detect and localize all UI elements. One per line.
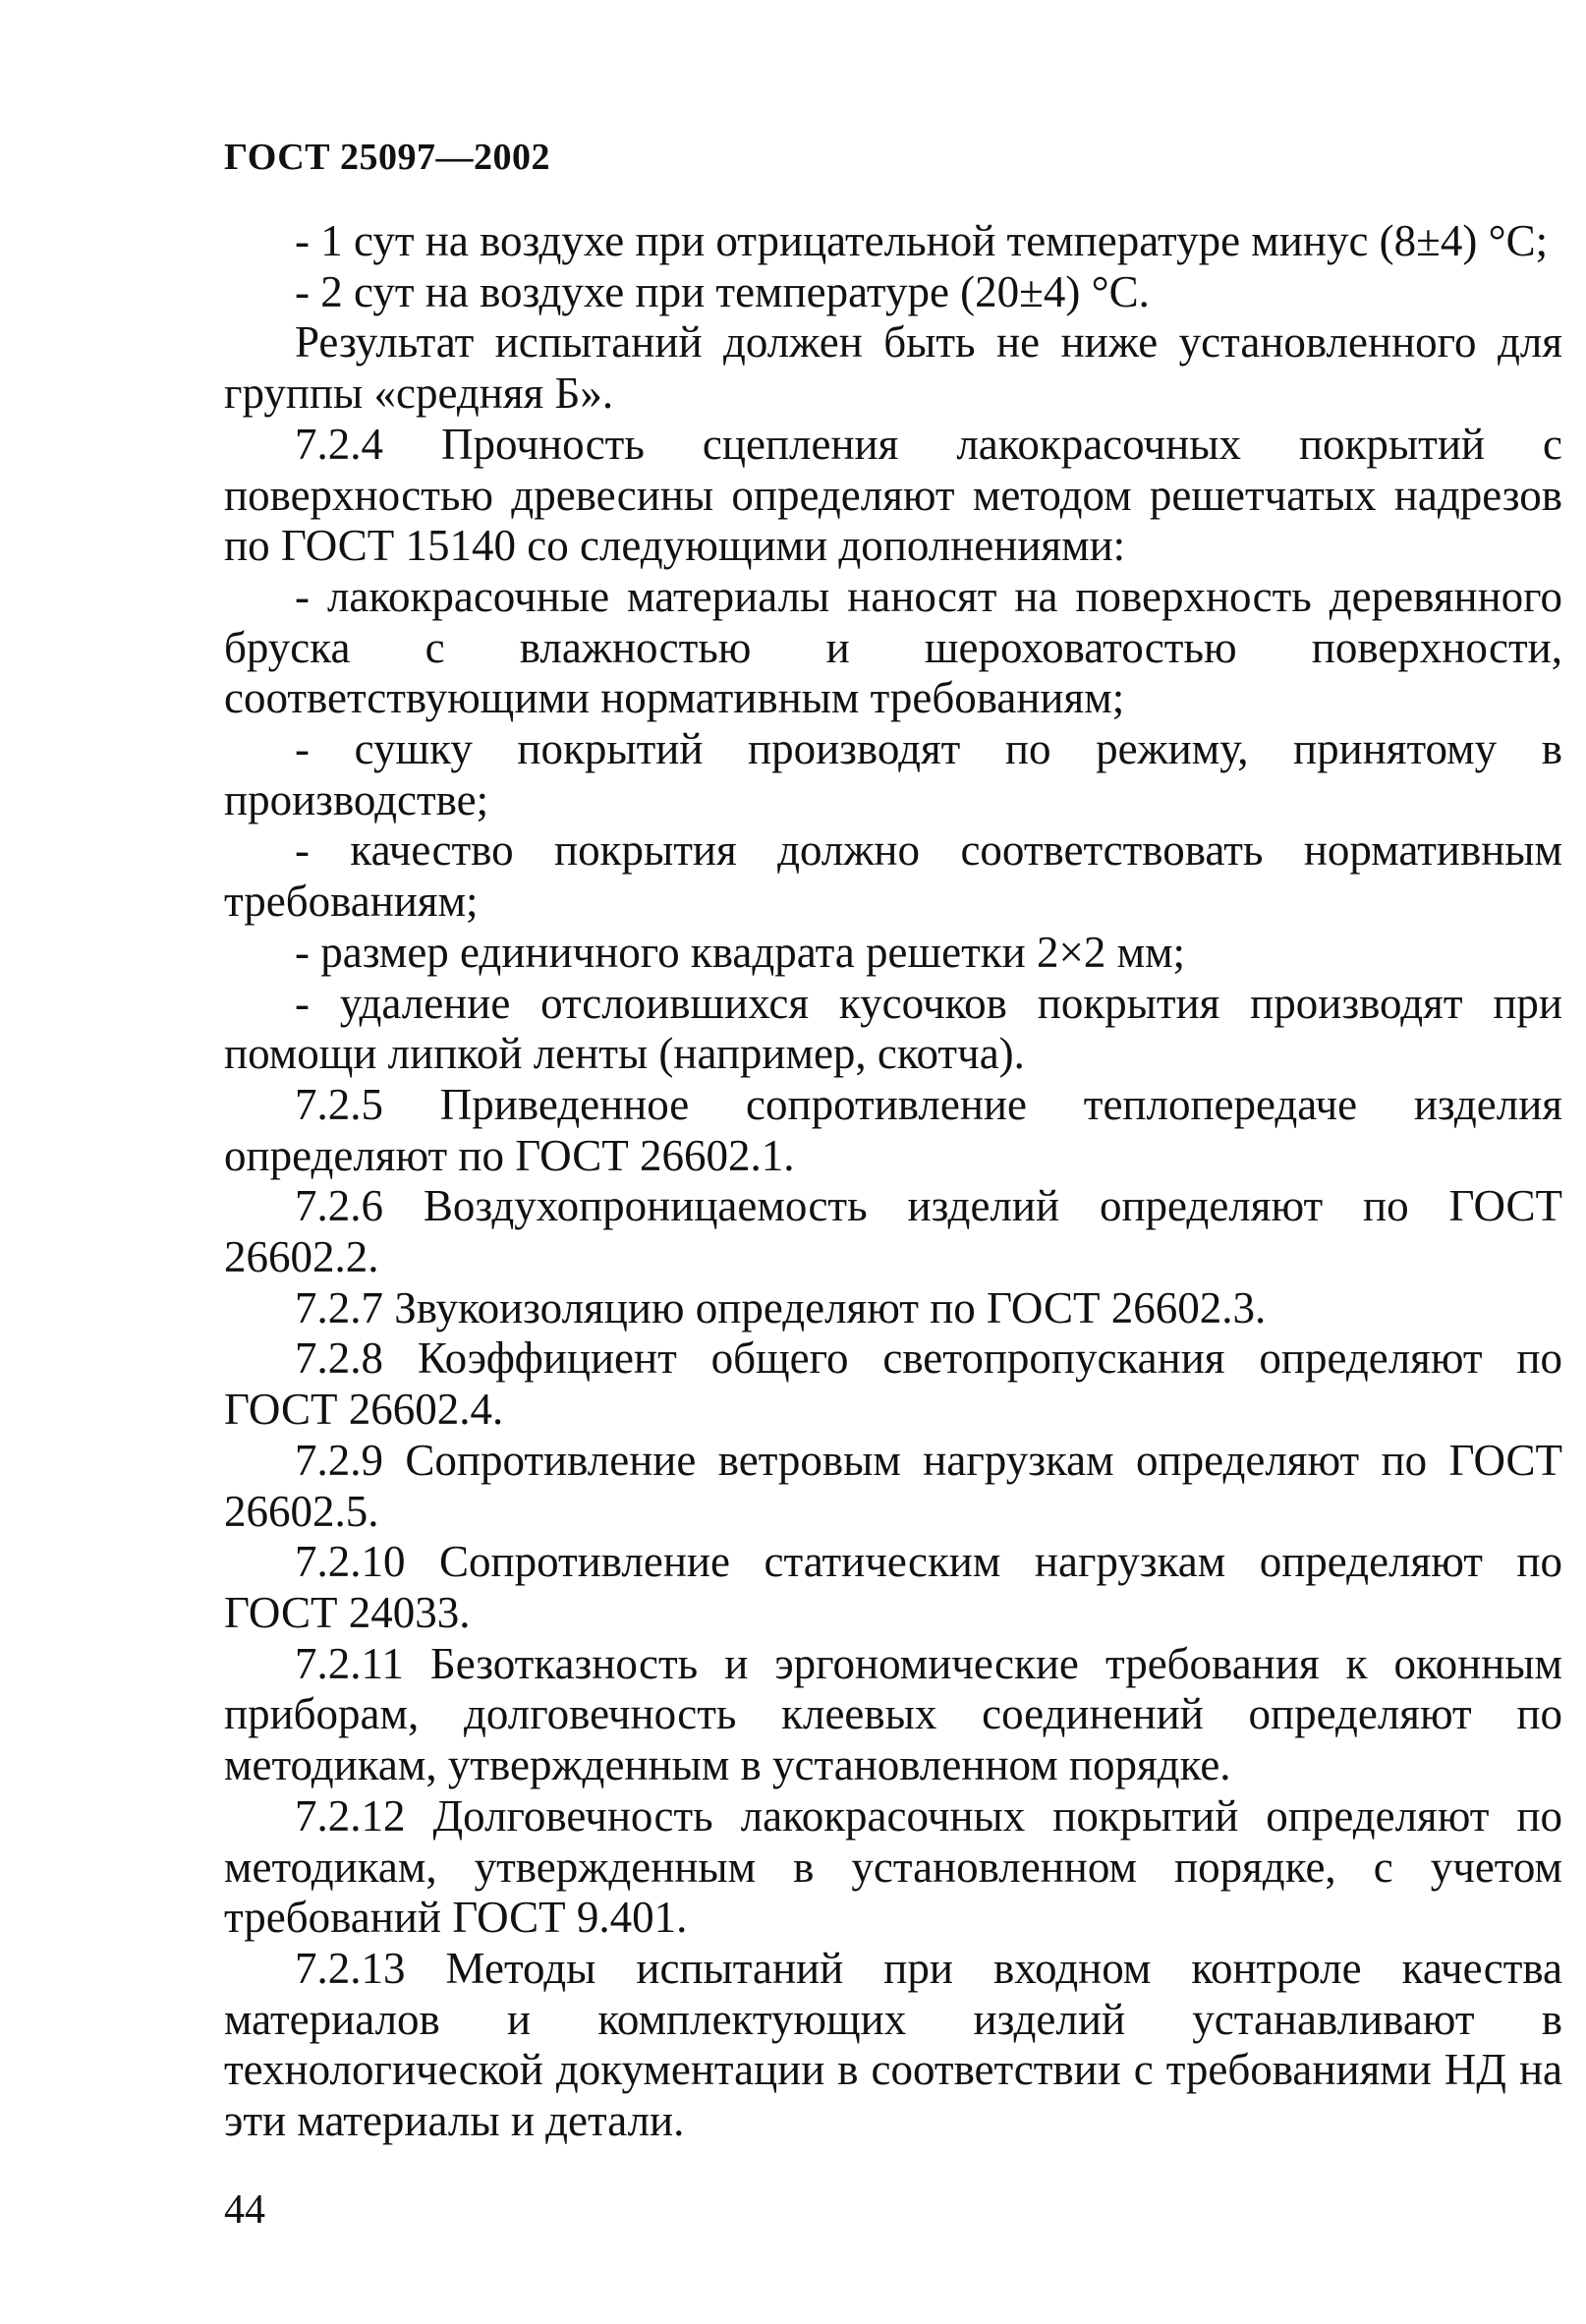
paragraph-10: 7.2.5 Приведенное сопротивление теплопередаче изделия определяют по ГОСТ 26602.1. — [224, 1079, 1562, 1180]
paragraph-1: - 1 сут на воздухе при отрицательной температуре минус (8±4) °С; — [295, 216, 1549, 265]
paragraph-5: - лакокрасочные материалы наносят на поверхность деревянного бруска с влажностью и шероховатостью поверхности, соответствующими нормативным требованиям; — [224, 571, 1562, 723]
paragraph-12: 7.2.7 Звукоизоляцию определяют по ГОСТ 26602.3. — [295, 1282, 1267, 1332]
paragraph-6: - сушку покрытий производят по режиму, принятому в производстве; — [224, 724, 1562, 824]
paragraph-15: 7.2.10 Сопротивление статическим нагрузкам определяют по ГОСТ 24033. — [224, 1537, 1562, 1637]
paragraph-17: 7.2.12 Долговечность лакокрасочных покрытий определяют по методикам, утвержденным в установленном порядке, с учетом требований ГОСТ 9.401. — [224, 1790, 1562, 1943]
paragraph-13: 7.2.8 Коэффициент общего светопропускания определяют по ГОСТ 26602.4. — [224, 1333, 1562, 1435]
paragraph-9: - удаление отслоившихся кусочков покрытия производят при помощи липкой ленты (например, скотча). — [224, 978, 1562, 1079]
paragraph-7: - качество покрытия должно соответствовать нормативным требованиям; — [224, 825, 1562, 927]
document-header: ГОСТ 25097—2002 — [224, 137, 551, 178]
page-number: 44 — [224, 2187, 265, 2233]
paragraph-11: 7.2.6 Воздухопроницаемость изделий определяют по ГОСТ 26602.2. — [224, 1181, 1562, 1282]
paragraph-14: 7.2.9 Сопротивление ветровым нагрузкам определяют по ГОСТ 26602.5. — [224, 1435, 1562, 1536]
document-body — [224, 216, 1562, 2147]
paragraph-4: 7.2.4 Прочность сцепления лакокрасочных покрытий с поверхностью древесины определяют методом решетчатых надрезов по ГОСТ 15140 со следующими дополнениями: — [224, 419, 1562, 571]
paragraph-3: Результат испытаний должен быть не ниже установленного для группы «средняя Б». — [224, 317, 1562, 419]
paragraph-18: 7.2.13 Методы испытаний при входном контроле качества материалов и комплектующих изделий устанавливают в технологической документации в соответствии с требованиями НД на эти материалы и детали. — [224, 1943, 1562, 2146]
paragraph-2: - 2 сут на воздухе при температуре (20±4) °С. — [295, 266, 1150, 316]
paragraph-16: 7.2.11 Безотказность и эргономические требования к оконным приборам, долговечность клеевых соединений определяют по методикам, утвержденным в установленном порядке. — [224, 1638, 1562, 1790]
paragraph-8: - размер единичного квадрата решетки 2×2 мм; — [295, 927, 1186, 977]
